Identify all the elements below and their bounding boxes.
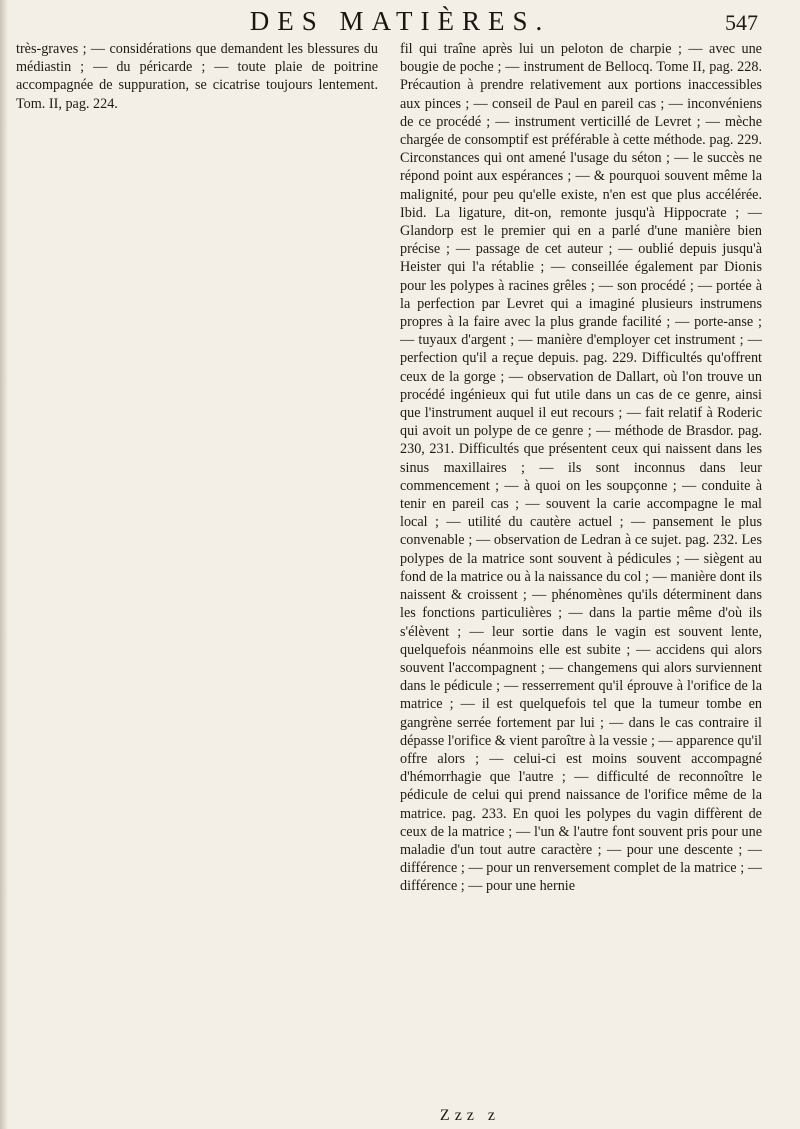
signature-mark: Zzz z xyxy=(439,1107,500,1124)
page-header xyxy=(40,4,760,44)
left-column xyxy=(16,40,378,1110)
running-title: DES MATIÈRES. xyxy=(249,6,551,36)
index-entry-continuation: très-graves ; — considérations que demandent les blessures du médiastin ; — du péricarde ; — toute plaie de poitrine accompagnée de suppuration, se cicatrise toujours lentement. Tom. II, pag. 224. xyxy=(16,41,378,112)
right-column xyxy=(400,40,762,1110)
index-entry-continuation: fil qui traîne après lui un peloton de charpie ; — avec une bougie de poche ; — instrument de Bellocq. Tome II, pag. 228. Précaution à prendre relativement aux portions inaccessibles aux pinces ; — conseil de Paul en pareil cas ; — inconvéniens de ce procédé ; — instrument verticillé de Levret ; — mèche chargée de consomptif est préférable à cette méthode. pag. 229. Circonstances qui ont amené l'usage du séton ; — le succès ne répond point aux espérances ; — & pourquoi souvent même la malignité, pour peu qu'elle existe, n'en est que plus accélérée. Ibid. La ligature, dit-on, remonte jusqu'à Hippocrate ; — Glandorp est le premier qui en a parlé d'une manière bien précise ; — passage de cet auteur ; — oublié depuis jusqu'à Heister qui l'a rétablie ; — conseillée également par Dionis pour les polypes à racines grêles ; — son procédé ; — portée à la perfection par Levret qui a imaginé plusieurs instrumens propres à la faire avec la plus grande facilité ; — porte-anse ; — tuyaux d'argent ; — manière d'employer cet instrument ; — perfection qu'il a reçue depuis. pag. 229. Difficultés qu'offrent ceux de la gorge ; — observation de Dallart, où l'on trouve un procédé ingénieux qui fut utile dans un cas de ce genre, ainsi que l'instrument auquel il eut recours ; — fait relatif à Roderic qui avoit un polype de ce genre ; — méthode de Brasdor. pag. 230, 231. Difficultés que présentent ceux qui naissent dans les sinus maxillaires ; — ils sont inconnus dans leur commencement ; — à quoi on les soupçonne ; — conduite à tenir en pareil cas ; — souvent la carie accompagne le mal local ; — utilité du cautère actuel ; — pansement le plus convenable ; — observation de Ledran à ce sujet. pag. 232. Les polypes de la matrice sont souvent à pédicules ; — siègent au fond de la matrice ou à la naissance du col ; — manière dont ils naissent & croissent ; — phénomènes qu'ils déterminent dans les fonctions particulières ; — dans la partie même d'où ils s'élèvent ; — leur sortie dans le vagin est souvent lente, quelquefois néanmoins elle est subite ; — accidens qui alors souvent l'accompagnent ; — changemens qui alors surviennent dans le pédicule ; — resserrement qu'il éprouve à l'orifice de la matrice ; — il est quelquefois tel que la tumeur tombe en gangrène serrée fortement par lui ; — dans le cas contraire il dépasse l'orifice & vient paroître à la vessie ; — apparence qu'il offre alors ; — celui-ci est moins souvent accompagné d'hémorrhagie que l'autre ; — difficulté de reconnoître le pédicule de celui qui prend naissance de l'orifice même de la matrice. pag. 233. En quoi les polypes du vagin diffèrent de ceux de la matrice ; — l'un & l'autre font souvent pris pour une maladie d'un tout autre caractère ; — pour une descente ; — différence ; — pour un renversement complet de la matrice ; — différence ; — pour une hernie xyxy=(400,41,762,895)
page-number: 547 xyxy=(725,10,758,35)
binding-shadow xyxy=(0,0,8,1129)
